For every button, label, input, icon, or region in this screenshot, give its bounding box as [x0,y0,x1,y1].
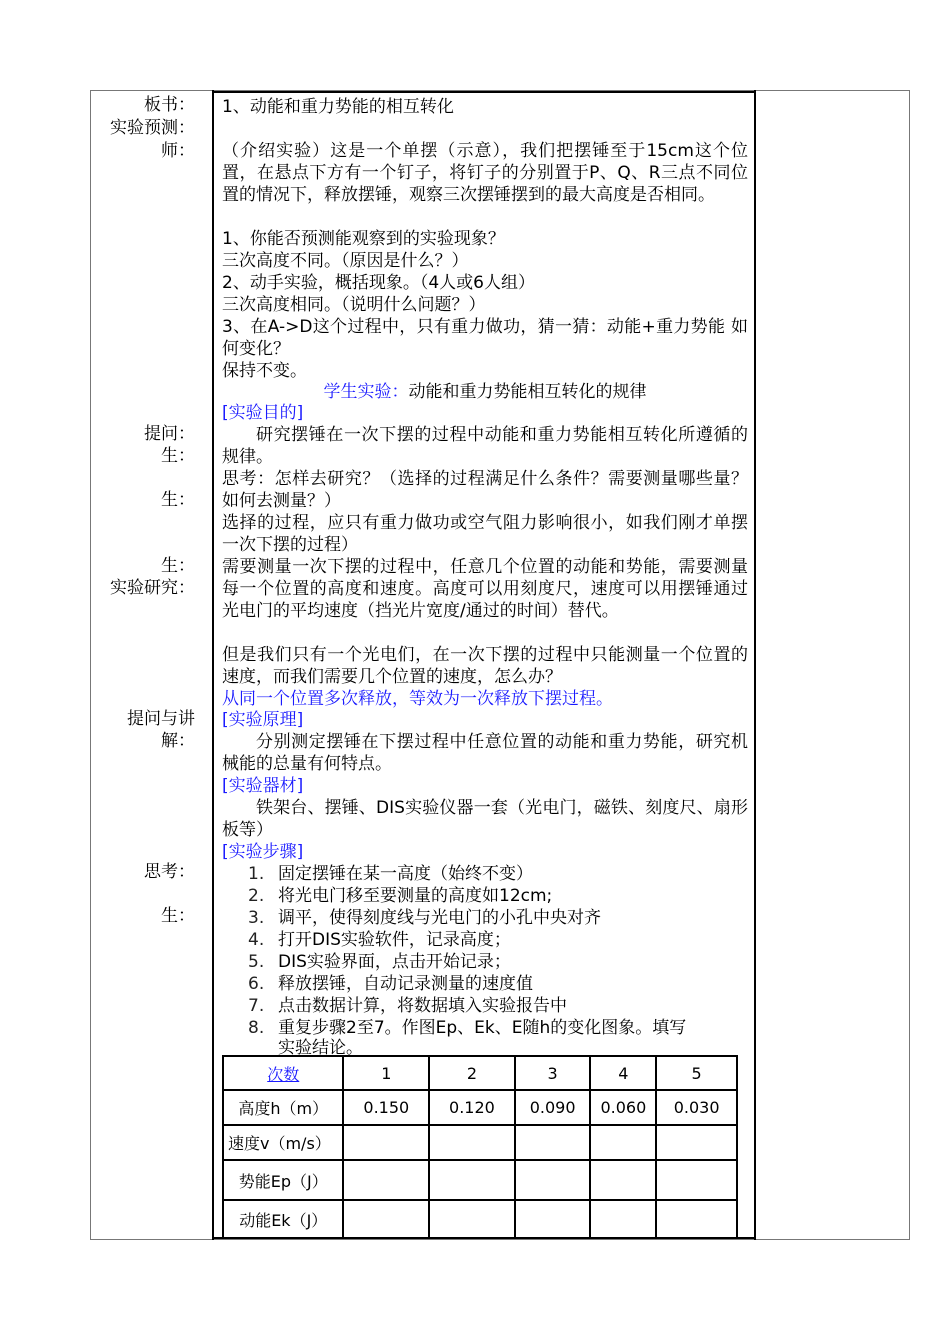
label-question: 提问： [144,424,195,444]
question-3: 3、在A->D这个过程中，只有重力做功，猜一猜：动能+重力势能 如何变化？ [222,317,748,359]
list-item: 7. 点击数据计算，将数据填入实验报告中 [248,996,567,1016]
but-paragraph: 但是我们只有一个光电们，在一次下摆的过程中只能测量一个位置的速度，而我们需要几个位置的速度，怎么办？ [222,645,748,687]
table-cell [656,1200,737,1238]
label-think: 思考： [144,862,195,882]
select-paragraph: 选择的过程，应只有重力做功或空气阻力影响很小，如我们刚才单摆一次下摆的过程） [222,513,748,555]
list-item: 6. 释放摆锤，自动记录测量的速度值 [248,974,533,994]
student-experiment-lead: 学生实验： [323,382,409,402]
label-research: 实验研究： [110,578,195,598]
equipment-heading: [实验器材] [222,776,304,796]
purpose-paragraph: 研究摆锤在一次下摆的过程中动能和重力势能相互转化所遵循的规律。 [222,425,748,467]
student-experiment-heading [222,381,748,403]
table-cell: 势能Ep（J） [223,1160,343,1200]
table-cell [343,1125,429,1160]
table-row [223,1125,737,1160]
table-header-cell: 5 [656,1056,737,1090]
table-cell: 动能Ek（J） [223,1200,343,1238]
table-cell [429,1160,515,1200]
table-cell [590,1200,656,1238]
table-cell [656,1160,737,1200]
label-predict: 实验预测： [110,118,195,138]
answer-3: 保持不变。 [222,361,307,381]
table-row [223,1090,737,1125]
list-item: 1. 固定摆锤在某一高度（始终不变） [248,864,533,884]
table-cell [429,1200,515,1238]
label-student-4: 生： [161,906,195,926]
table-cell [429,1125,515,1160]
table-cell [515,1200,591,1238]
question-1: 1、你能否预测能观察到的实验现象？ [222,229,505,249]
label-student-3: 生： [161,556,195,576]
answer-paragraph: 从同一个位置多次释放，等效为一次释放下摆过程。 [222,689,613,709]
label-explain-1: 提问与讲 [127,709,195,729]
equipment-paragraph: 铁架台、摆锤、DIS实验仪器一套（光电门，磁铁、刻度尺、扇形板等） [222,798,748,840]
main-column-right-border [754,90,756,1240]
table-cell: 0.030 [656,1090,737,1125]
table-header-cell [223,1056,343,1090]
label-teacher: 师： [161,141,195,161]
list-item: 2. 将光电门移至要测量的高度如12cm; [248,886,553,906]
table-cell: 速度v（m/s） [223,1125,343,1160]
intro-paragraph: （介绍实验）这是一个单摆（示意），我们把摆锤至于15cm这个位置，在悬点下方有一个钉子，将钉子的分别置于P、Q、R三点不同位置的情况下，释放摆锤，观察三次摆锤摆到的最大高度是否相同。 [222,141,748,205]
table-header-cell: 4 [590,1056,656,1090]
steps-heading: [实验步骤] [222,842,304,862]
label-board: 板书： [144,95,195,115]
table-cell [515,1125,591,1160]
table-row [223,1160,737,1200]
list-item: 3. 调平，使得刻度线与光电门的小孔中央对齐 [248,908,601,928]
table-cell: 高度h（m） [223,1090,343,1125]
purpose-heading: [实验目的] [222,403,304,423]
list-item: 8. 重复步骤2至7。作图Ep、Ek、E随h的变化图象。填写 [248,1018,687,1038]
table-cell: 0.060 [590,1090,656,1125]
table-header-row [223,1056,737,1090]
answer-1: 三次高度不同。（原因是什么？） [222,251,469,271]
label-student-1: 生： [161,446,195,466]
measure-paragraph: 需要测量一次下摆的过程中，任意几个位置的动能和势能，需要测量每一个位置的高度和速度。高度可以用刻度尺，速度可以用摆锤通过光电门的平均速度（挡光片宽度/通过的时间）替代。 [222,557,748,621]
list-item-continuation: 实验结论。 [278,1038,363,1058]
main-column-left-border [212,90,214,1240]
question-2: 2、动手实验，概括现象。（4人或6人组） [222,273,535,293]
label-explain-2: 解： [161,731,195,751]
table-cell [515,1160,591,1200]
section-title: 1、动能和重力势能的相互转化 [222,97,454,117]
table-header-cell: 2 [429,1056,515,1090]
table-cell [343,1160,429,1200]
principle-heading: [实验原理] [222,710,304,730]
table-cell: 0.150 [343,1090,429,1125]
data-table [222,1055,738,1239]
principle-paragraph: 分别测定摆锤在下摆过程中任意位置的动能和重力势能，研究机械能的总量有何特点。 [222,732,748,774]
table-header-cell: 1 [343,1056,429,1090]
answer-2: 三次高度相同。（说明什么问题？） [222,295,486,315]
main-column-top-border [212,91,756,93]
table-header-cell: 3 [515,1056,591,1090]
table-cell [590,1125,656,1160]
student-experiment-title: 动能和重力势能相互转化的规律 [408,382,647,402]
list-item: 5. DIS实验界面，点击开始记录； [248,952,511,972]
table-cell: 0.120 [429,1090,515,1125]
table-cell [656,1125,737,1160]
table-cell [590,1160,656,1200]
table-cell: 0.090 [515,1090,591,1125]
table-cell [343,1200,429,1238]
table-row [223,1200,737,1238]
list-item: 4. 打开DIS实验软件，记录高度； [248,930,511,950]
label-student-2: 生： [161,490,195,510]
count-link[interactable]: 次数 [267,1064,300,1084]
think-paragraph: 思考：怎样去研究？（选择的过程满足什么条件？需要测量哪些量？如何去测量？） [222,469,748,511]
